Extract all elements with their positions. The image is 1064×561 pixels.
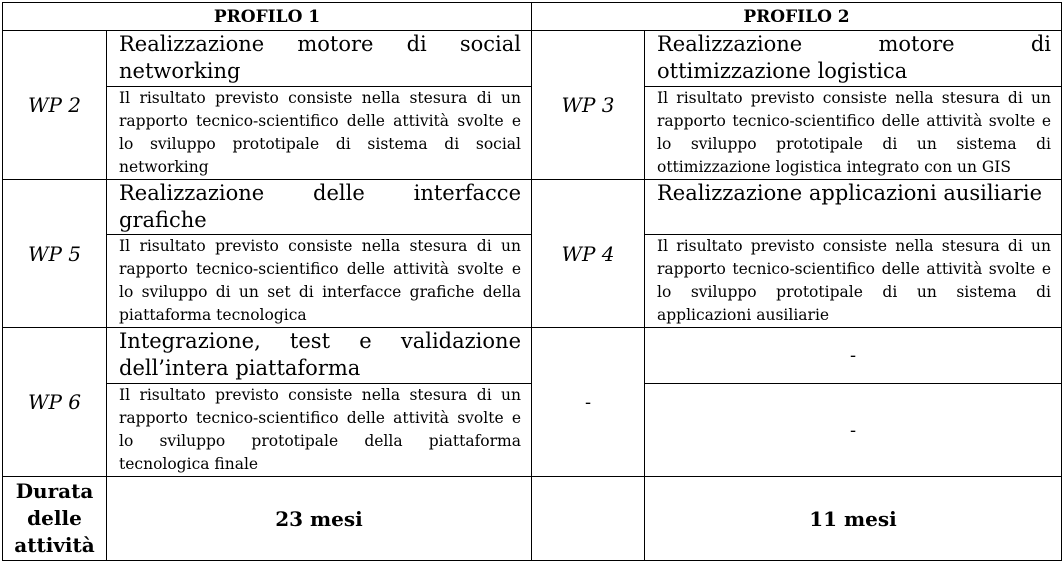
- task-description-right: -: [645, 384, 1062, 477]
- table-row: [3, 31, 1062, 87]
- task-title-line: Realizzazione motore di: [657, 32, 1051, 56]
- table-row: [3, 328, 1062, 384]
- task-title-left: Realizzazione delle interfacce grafiche: [107, 180, 532, 235]
- duration-empty-cell: [532, 477, 645, 561]
- duration-label-line: delle: [27, 506, 82, 530]
- duration-profile1: 23 mesi: [107, 477, 532, 561]
- task-title-right: [645, 31, 1062, 87]
- task-title-left: [107, 31, 532, 87]
- duration-profile2: 11 mesi: [645, 477, 1062, 561]
- task-title-line: dell’intera piattaforma: [119, 356, 361, 380]
- wp-label-right: -: [532, 328, 645, 477]
- task-title-right: Realizzazione applicazioni ausiliarie: [645, 180, 1062, 235]
- duration-label: [3, 477, 107, 561]
- task-description-left: Il risultato previsto consiste nella stesura di un rapporto tecnico-scientifico delle attività svolte e lo sviluppo prototipale di sistema di social networking: [107, 87, 532, 180]
- duration-label-line: attività: [14, 533, 95, 557]
- task-description-right: Il risultato previsto consiste nella stesura di un rapporto tecnico-scientifico delle attività svolte e lo sviluppo prototipale di un sistema di applicazioni ausiliarie: [645, 235, 1062, 328]
- task-title-line: networking: [119, 59, 241, 83]
- task-description-right: Il risultato previsto consiste nella stesura di un rapporto tecnico-scientifico delle attività svolte e lo sviluppo prototipale di un sistema di ottimizzazione logistica integrato con un GIS: [645, 87, 1062, 180]
- task-title-line: Integrazione, test e validazione: [119, 329, 521, 353]
- wp-label-left: WP 2: [3, 31, 107, 180]
- duration-row: [3, 477, 1062, 561]
- profile1-header: PROFILO 1: [3, 3, 532, 31]
- task-title-line: Realizzazione motore di social: [119, 32, 521, 56]
- profiles-table: [2, 2, 1062, 561]
- wp-label-right: WP 4: [532, 180, 645, 328]
- wp-label-left: WP 6: [3, 328, 107, 477]
- header-row: [3, 3, 1062, 31]
- table-row: [3, 180, 1062, 235]
- duration-label-line: Durata: [15, 479, 94, 503]
- task-title-left: [107, 328, 532, 384]
- task-description-left: Il risultato previsto consiste nella stesura di un rapporto tecnico-scientifico delle attività svolte e lo sviluppo prototipale della piattaforma tecnologica finale: [107, 384, 532, 477]
- task-title-line: ottimizzazione logistica: [657, 59, 908, 83]
- wp-label-left: WP 5: [3, 180, 107, 328]
- task-title-right: -: [645, 328, 1062, 384]
- task-description-left: Il risultato previsto consiste nella stesura di un rapporto tecnico-scientifico delle attività svolte e lo sviluppo di un set di interfacce grafiche della piattaforma tecnologica: [107, 235, 532, 328]
- wp-label-right: WP 3: [532, 31, 645, 180]
- profile2-header: PROFILO 2: [532, 3, 1062, 31]
